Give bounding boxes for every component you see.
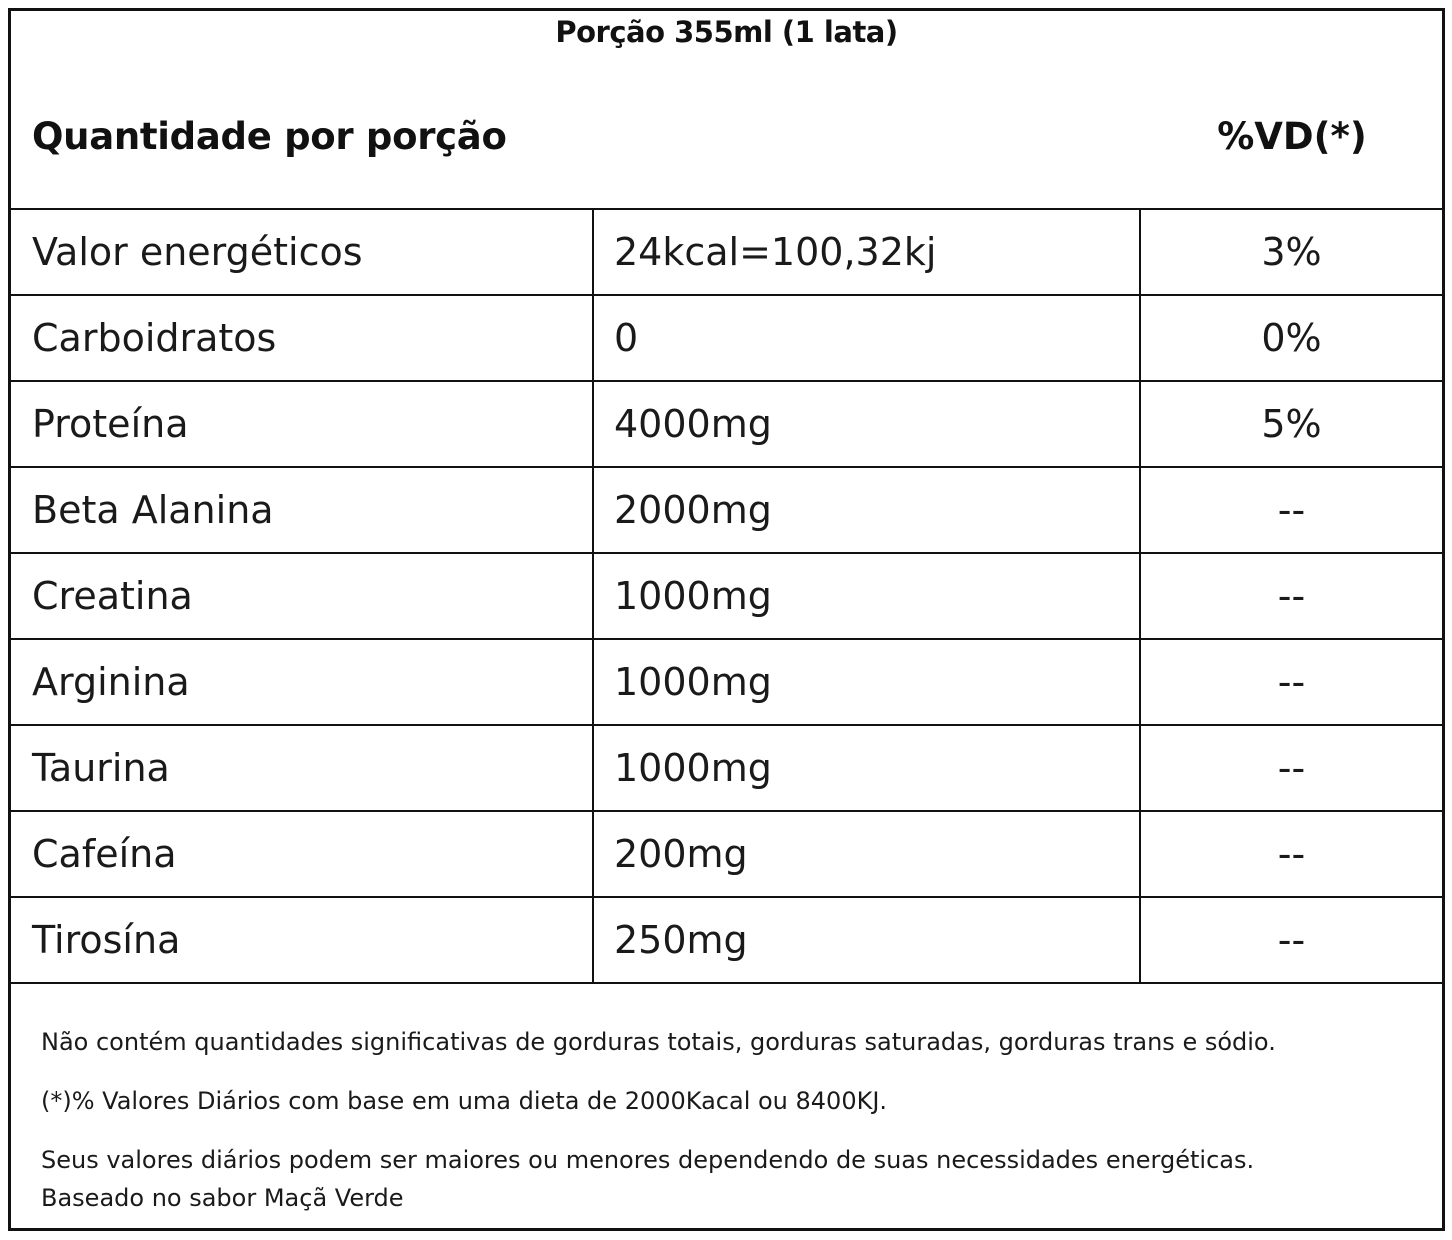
nutrient-daily-value: --	[1140, 725, 1442, 811]
nutrient-daily-value: --	[1140, 467, 1442, 553]
nutrient-daily-value: --	[1140, 553, 1442, 639]
nutrient-name: Beta Alanina	[11, 467, 593, 553]
nutrient-name: Creatina	[11, 553, 593, 639]
nutrition-facts-panel	[8, 8, 1445, 1231]
footnotes	[41, 1023, 1422, 1217]
nutrient-daily-value: --	[1140, 897, 1442, 983]
nutrient-amount: 250mg	[593, 897, 1140, 983]
nutrient-amount: 24kcal=100,32kj	[593, 209, 1140, 295]
daily-value-header: %VD(*)	[1217, 115, 1367, 158]
nutrient-amount: 2000mg	[593, 467, 1140, 553]
table-row	[11, 811, 1442, 897]
nutrient-amount: 1000mg	[593, 725, 1140, 811]
amount-per-serving-header: Quantidade por porção	[32, 115, 507, 158]
footnote-daily-values: (*)% Valores Diários com base em uma dieta de 2000Kacal ou 8400KJ.	[41, 1087, 888, 1115]
nutrient-name: Cafeína	[11, 811, 593, 897]
nutrient-daily-value: --	[1140, 639, 1442, 725]
nutrient-amount: 200mg	[593, 811, 1140, 897]
nutrient-amount: 4000mg	[593, 381, 1140, 467]
nutrient-daily-value: --	[1140, 811, 1442, 897]
nutrient-amount: 1000mg	[593, 639, 1140, 725]
table-row	[11, 467, 1442, 553]
table-row	[11, 897, 1442, 983]
table-row	[11, 725, 1442, 811]
nutrition-table	[11, 208, 1442, 984]
nutrient-amount: 0	[593, 295, 1140, 381]
nutrient-daily-value: 5%	[1140, 381, 1442, 467]
nutrient-daily-value: 3%	[1140, 209, 1442, 295]
footnote-may-vary: Seus valores diários podem ser maiores ou menores dependendo de suas necessidades energéticas.	[41, 1146, 1255, 1174]
nutrient-daily-value: 0%	[1140, 295, 1442, 381]
nutrient-name: Tirosína	[11, 897, 593, 983]
table-row	[11, 295, 1442, 381]
nutrient-name: Valor energéticos	[11, 209, 593, 295]
serving-size-title: Porção 355ml (1 lata)	[555, 15, 898, 49]
footnote-not-significant: Não contém quantidades significativas de gorduras totais, gorduras saturadas, gorduras trans e sódio.	[41, 1028, 1276, 1056]
nutrient-name: Taurina	[11, 725, 593, 811]
footnote-flavor: Baseado no sabor Maçã Verde	[41, 1184, 404, 1212]
nutrient-name: Arginina	[11, 639, 593, 725]
table-row	[11, 639, 1442, 725]
table-row	[11, 209, 1442, 295]
table-row	[11, 381, 1442, 467]
nutrient-amount: 1000mg	[593, 553, 1140, 639]
nutrient-name: Carboidratos	[11, 295, 593, 381]
table-row	[11, 553, 1442, 639]
nutrient-name: Proteína	[11, 381, 593, 467]
